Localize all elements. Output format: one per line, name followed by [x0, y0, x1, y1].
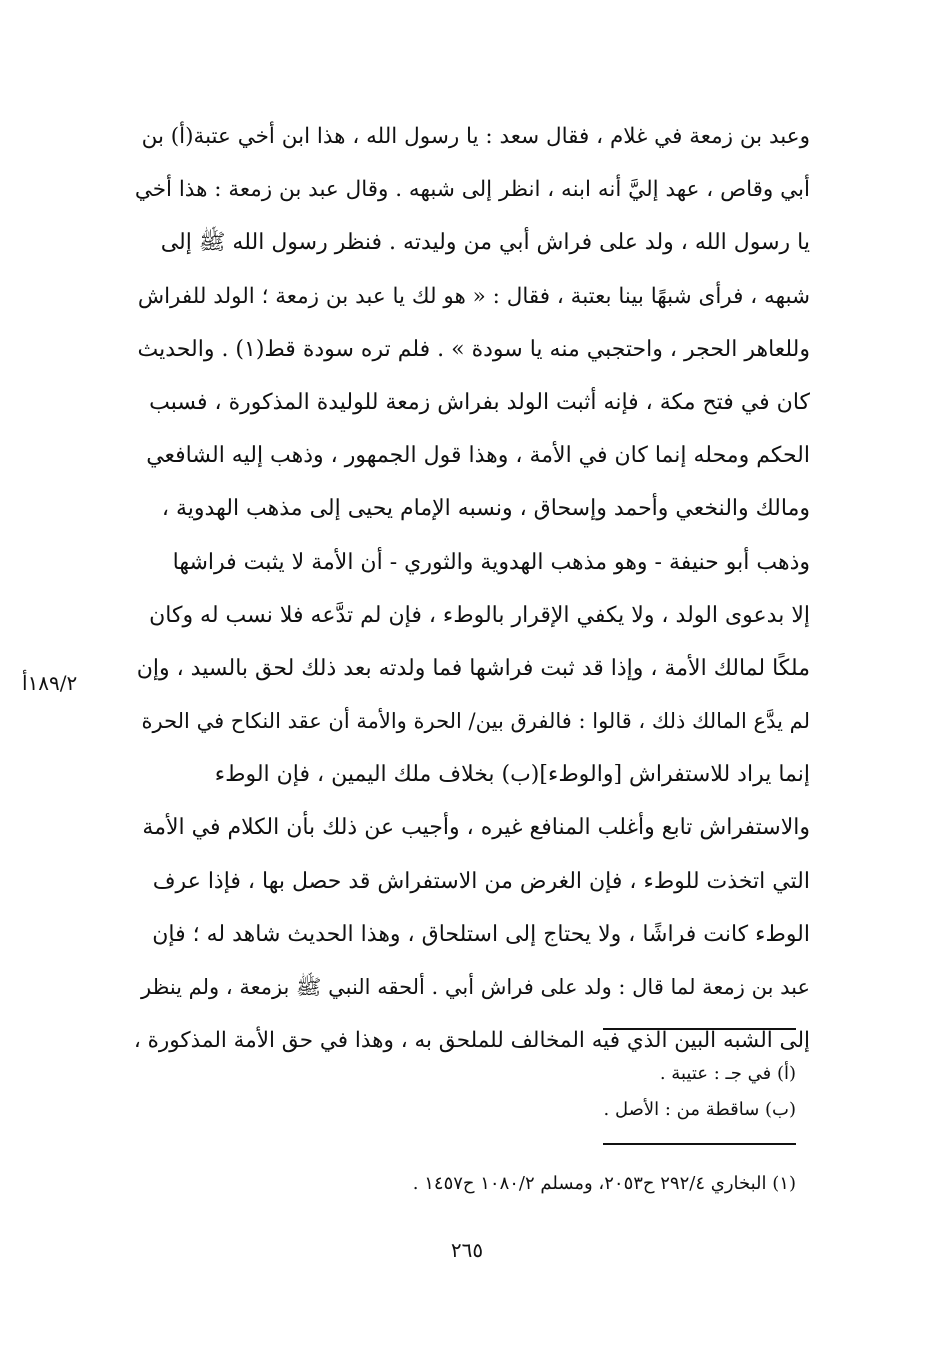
manuscript-folio-marker: ١٨٩/٢أ [22, 671, 78, 695]
text-line: والاستفراش تابع وأغلب المنافع غيره ، وأجيب عن ذلك بأن الكلام في الأمة [142, 815, 810, 841]
text-line: إلا بدعوى الولد ، ولا يكفي الإقرار بالوطء ، فإن لم تدَّعه فلا نسب له وكان [149, 602, 810, 628]
apparatus-footnotes [300, 1056, 796, 1128]
text-line: كان في فتح مكة ، فإنه أثبت الولد بفراش زمعة للوليدة المذكورة ، فسبب [149, 389, 810, 415]
apparatus-note: (ب) ساقطة من : الأصل . [603, 1099, 796, 1120]
text-line: ملكًا لمالك الأمة ، وإذا قد ثبت فراشها فما ولدته بعد ذلك لحق بالسيد ، وإن [136, 655, 810, 681]
footnote-divider [603, 1143, 796, 1145]
apparatus-note: (أ) في جـ : عتيبة . [659, 1063, 796, 1084]
source-footnotes [300, 1166, 796, 1202]
text-line: لم يدَّع المالك ذلك ، قالوا : فالفرق بين/ الحرة والأمة أن عقد النكاح في الحرة [141, 709, 810, 734]
source-note: (١) البخاري ٢٩٢/٤ ح٢٠٥٣، ومسلم ١٠٨٠/٢ ح١٤٥٧ . [412, 1173, 796, 1194]
text-line: وللعاهر الحجر ، واحتجبي منه يا سودة » . فلم تره سودة قط(١) . والحديث [137, 336, 810, 362]
footnote-divider [603, 1028, 796, 1030]
text-line: وذهب أبو حنيفة - وهو مذهب الهدوية والثوري - أن الأمة لا يثبت فراشها [172, 549, 810, 575]
text-line: ومالك والنخعي وأحمد وإسحاق ، ونسبه الإمام يحيى إلى مذهب الهدوية ، [161, 496, 810, 522]
text-line: إنما يراد للاستفراش [والوطء](ب) بخلاف ملك اليمين ، فإن الوطء [214, 762, 810, 788]
text-line: يا رسول الله ، ولد على فراش أبي من وليدته . فنظر رسول الله ﷺ إلى [160, 230, 810, 256]
text-line: إلى الشبه البين الذي فيه المخالف للملحق به ، وهذا في حق الأمة المذكورة ، [133, 1028, 810, 1054]
page-number: ٢٦٥ [450, 1238, 484, 1262]
text-line: الوطء كانت فراشًا ، ولا يحتاج إلى استلحاق ، وهذا الحديث شاهد له ؛ فإن [152, 921, 810, 947]
text-line: عبد بن زمعة لما قال : ولد على فراش أبي . ألحقه النبي ﷺ بزمعة ، ولم ينظر [141, 975, 810, 999]
text-line: شبهه ، فرأى شبهًا بينا بعتبة ، فقال : « هو لك يا عبد بن زمعة ؛ الولد للفراش [137, 283, 810, 309]
text-line: التي اتخذت للوطء ، فإن الغرض من الاستفراش قد حصل بها ، فإذا عرف [152, 868, 810, 894]
text-line: أبي وقاص ، عهد إليَّ أنه ابنه ، انظر إلى شبهه . وقال عبد بن زمعة : هذا أخي [134, 177, 810, 203]
text-line: الحكم ومحله إنما كان في الأمة ، وهذا قول الجمهور ، وذهب إليه الشافعي [146, 443, 810, 469]
main-text-block [128, 110, 810, 1067]
text-line: وعبد بن زمعة في غلام ، فقال سعد : يا رسول الله ، هذا ابن أخي عتبة(أ) بن [141, 124, 810, 149]
